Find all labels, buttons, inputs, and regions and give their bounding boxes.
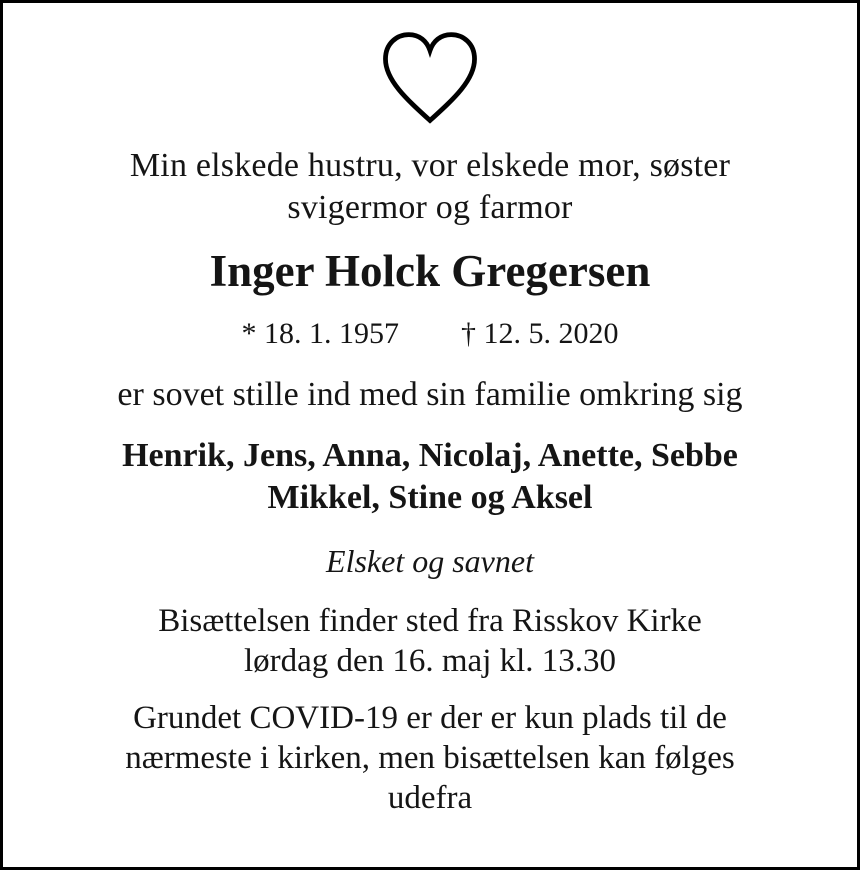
family-names xyxy=(122,435,738,519)
family-line-2: Mikkel, Stine og Aksel xyxy=(267,479,593,516)
tribute-text: Elsket og savnet xyxy=(326,543,534,579)
intro-line-2: svigermor og farmor xyxy=(287,189,573,226)
death-date: † 12. 5. 2020 xyxy=(461,317,619,350)
ceremony-line-1: Bisættelsen finder sted fra Risskov Kirke xyxy=(158,603,702,639)
passing-text: er sovet stille ind med sin familie omkring sig xyxy=(117,376,743,413)
ceremony-line-2: lørdag den 16. maj kl. 13.30 xyxy=(243,643,617,679)
ceremony-info xyxy=(158,601,702,681)
family-line-1: Henrik, Jens, Anna, Nicolaj, Anette, Sebbe xyxy=(122,437,738,474)
covid-line-2: nærmeste i kirken, men bisættelsen kan følges xyxy=(125,740,735,776)
birth-date: * 18. 1. 1957 xyxy=(241,317,399,350)
intro-text xyxy=(130,145,730,229)
deceased-name: Inger Holck Gregersen xyxy=(209,246,651,296)
heart-icon xyxy=(377,29,483,125)
covid-line-1: Grundet COVID-19 er der er kun plads til de xyxy=(133,700,727,736)
covid-line-3: udefra xyxy=(387,780,473,816)
intro-line-1: Min elskede hustru, vor elskede mor, søster xyxy=(129,147,731,184)
covid-note xyxy=(125,698,734,818)
life-dates xyxy=(242,317,619,351)
